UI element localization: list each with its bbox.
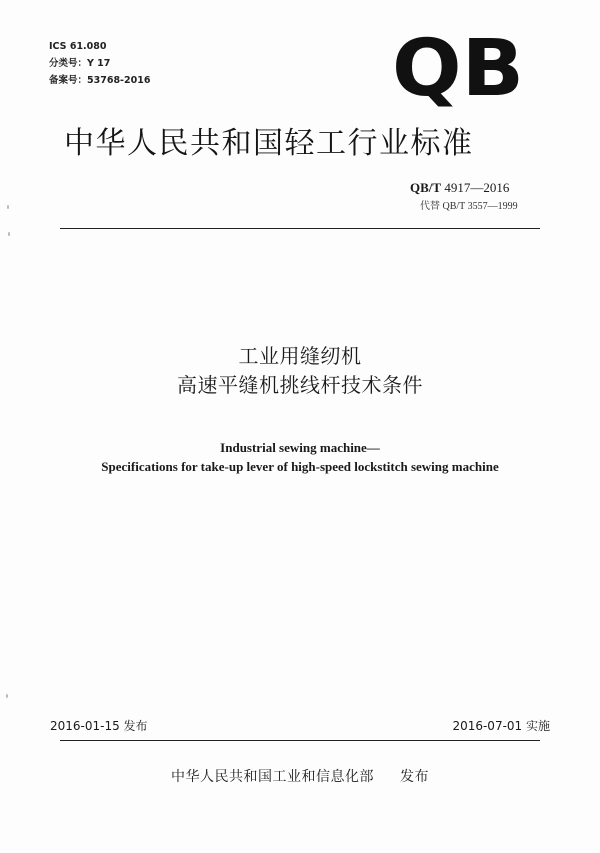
english-title-line-1: Industrial sewing machine— [220,440,380,455]
standard-code: QB/T [410,180,442,195]
classification-codes [49,38,150,89]
filing-number: 备案号：53768-2016 [49,75,151,86]
standard-number-value: 4917—2016 [444,180,510,195]
chinese-title-line-2: 高速平缝机挑线杆技术条件 [177,373,423,397]
issuer-action: 发布 [400,769,429,785]
issue-date: 2016-01-15 发布 [50,719,148,733]
bottom-divider [60,740,540,741]
issuer-name: 中华人民共和国工业和信息化部 [171,769,374,785]
ics-code: ICS 61.080 [49,41,107,52]
issuing-authority [0,768,600,786]
standard-number [410,180,509,196]
qb-logo: QB [392,24,525,114]
scan-speck [8,232,10,236]
chinese-title-line-1: 工业用缝纫机 [238,344,362,368]
page-title: 中华人民共和国轻工行业标准 [64,126,474,161]
scan-speck [6,694,8,698]
replaces-standard: 代替 QB/T 3557—1999 [420,201,518,212]
implementation-date: 2016-07-01 实施 [452,719,550,733]
english-title-line-2: Specifications for take-up lever of high-speed lockstitch sewing machine [101,459,499,474]
category-code: 分类号：Y 17 [49,58,111,69]
scan-speck [7,205,9,209]
top-divider [60,228,540,229]
